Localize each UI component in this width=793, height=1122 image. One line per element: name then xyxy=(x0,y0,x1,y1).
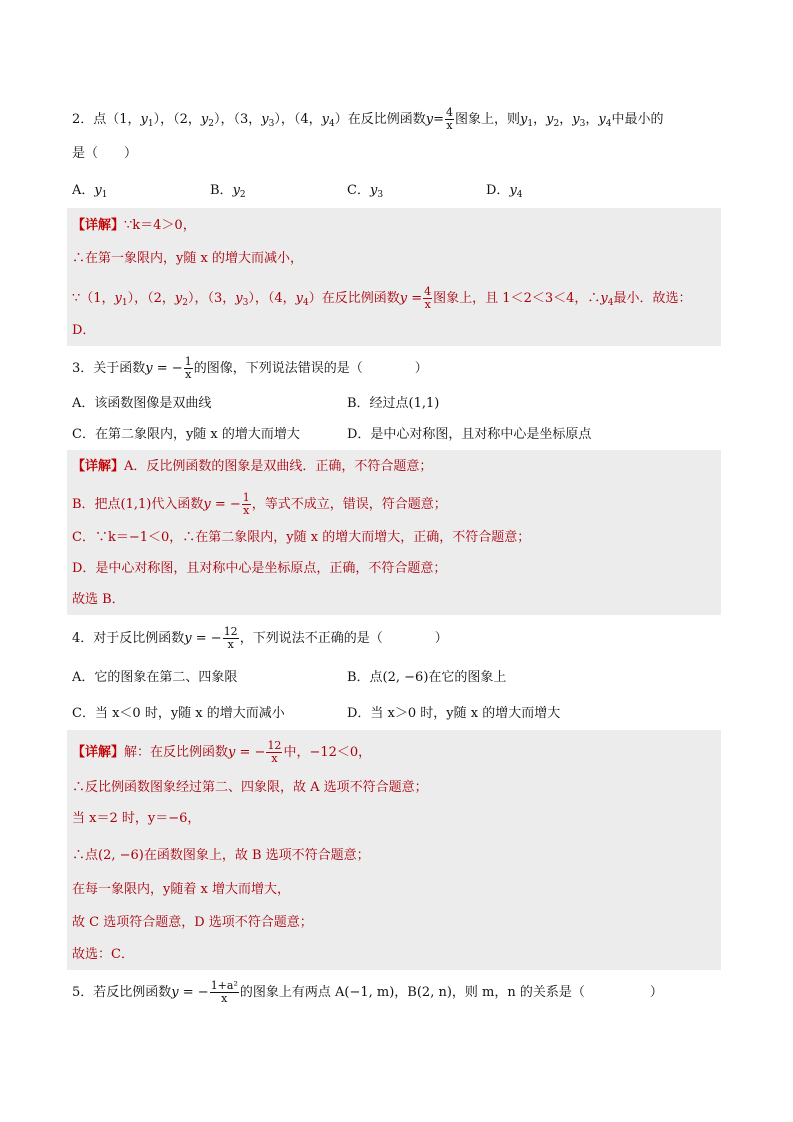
q3-option-c[interactable]: C．在第二象限内，y随 x 的增大而增大 xyxy=(72,427,300,442)
q4-detail-2: ∴反比例函数图象经过第二、四象限，故 A 选项不符合题意； xyxy=(72,780,428,795)
q2-text: 中最小的 xyxy=(611,112,664,127)
q2-function: y= xyxy=(425,112,445,127)
q2-option-b[interactable]: B．$y_2$ xyxy=(210,183,246,200)
q4-detail-4: ∴点(2, −6)在函数图象上，故 B 选项不符合题意； xyxy=(72,848,370,863)
q2-detail-3: ∵（1，$y_1$），（2，$y_2$），（3，$y_3$），（4，$y_4$）在反比例函数y = $\frac{4}{x}$ 图象上，且 1＜2＜3＜4，$\therefore y_4$最小．故选： xyxy=(72,285,692,311)
q3-stem: 3．关于函数y = − $\frac{1}{x}$ 的图像，下列说法错误的是（ ） xyxy=(72,355,428,381)
fraction: $\frac{4}{x}$ xyxy=(446,106,454,132)
q3-detail-1: 【详解】A．反比例函数的图象是双曲线．正确，不符合题意； xyxy=(72,459,433,474)
q3-detail-5: 故选 B． xyxy=(72,592,125,607)
q2-stem-line2: 是（ ） xyxy=(72,146,138,161)
q2-option-d[interactable]: D．$y_4$ xyxy=(486,183,523,200)
q3-detail-4: D．是中心对称图，且对称中心是坐标原点，正确，不符合题意； xyxy=(72,561,447,576)
q5-stem: 5．若反比例函数y = − $\frac{\text{1+a²}}{x}$ 的图象上有两点 A(−1, m)，B(2, n)，则 m，n 的关系是（ ） xyxy=(72,979,663,1005)
q4-detail-6: 故 C 选项符合题意，D 选项不符合题意； xyxy=(72,915,313,930)
q3-option-d[interactable]: D．是中心对称图，且对称中心是坐标原点 xyxy=(347,427,592,442)
q2-text: ）在反比例函数 xyxy=(334,112,426,127)
q2-stem: 2．点（1，$y_1$），（2，$y_2$），（3，$y_3$），（4，$y_4$）在反比例函数y= $\frac{4}{x}$ 图象上，则$y_1$，$y_2$，$y_3$，$y_4$中最小的 xyxy=(72,106,664,132)
q4-stem: 4．对于反比例函数y = − $\frac{12}{x}$ ，下列说法不正确的是（ ） xyxy=(72,625,448,651)
q4-option-a[interactable]: A．它的图象在第二、四象限 xyxy=(72,670,238,685)
q2-detail-1: 【详解】∵k＝4＞0， xyxy=(72,218,196,233)
q4-option-b[interactable]: B．点(2, −6)在它的图象上 xyxy=(347,670,507,685)
q3-detail-3: C．∵k＝−1＜0，∴在第二象限内，y随 x 的增大而增大，正确，不符合题意； xyxy=(72,530,531,545)
q2-option-a[interactable]: A．$y_1$ xyxy=(72,183,108,200)
q3-detail-2: B．把点(1,1)代入函数y = − $\frac{1}{x}$ ，等式不成立，错误，符合题意； xyxy=(72,491,447,517)
q4-detail-1: 【详解】解：在反比例函数y = − $\frac{12}{x}$ 中，−12＜0， xyxy=(72,739,372,765)
q2-text: ），（4， xyxy=(274,112,322,127)
q4-option-c[interactable]: C．当 x＜0 时，y随 x 的增大而减小 xyxy=(72,706,285,721)
q4-detail-7: 故选：C． xyxy=(72,947,134,962)
q2-text: ），（3， xyxy=(214,112,262,127)
q2-detail-4: D． xyxy=(72,323,96,338)
q2-text: 2．点（1， xyxy=(72,112,141,127)
q2-text: ），（2， xyxy=(153,112,201,127)
q4-detail-5: 在每一象限内，y随着 x 增大而增大， xyxy=(72,882,290,897)
q4-detail-3: 当 x＝2 时，y＝−6， xyxy=(72,811,201,826)
fraction: $\frac{1}{x}$ xyxy=(184,355,192,381)
q3-option-a[interactable]: A．该函数图像是双曲线 xyxy=(72,396,212,411)
q4-option-d[interactable]: D．当 x＞0 时，y随 x 的增大而增大 xyxy=(347,706,561,721)
fraction: $\frac{\text{1+a²}}{x}$ xyxy=(210,979,238,1005)
q2-option-c[interactable]: C．$y_3$ xyxy=(347,183,384,200)
q3-option-b[interactable]: B．经过点(1,1) xyxy=(347,396,440,411)
q2-detail-2: ∴在第一象限内，y随 x 的增大而减小， xyxy=(72,251,303,266)
q2-text: 图象上，则 xyxy=(455,112,521,127)
fraction: $\frac{12}{x}$ xyxy=(223,625,238,651)
